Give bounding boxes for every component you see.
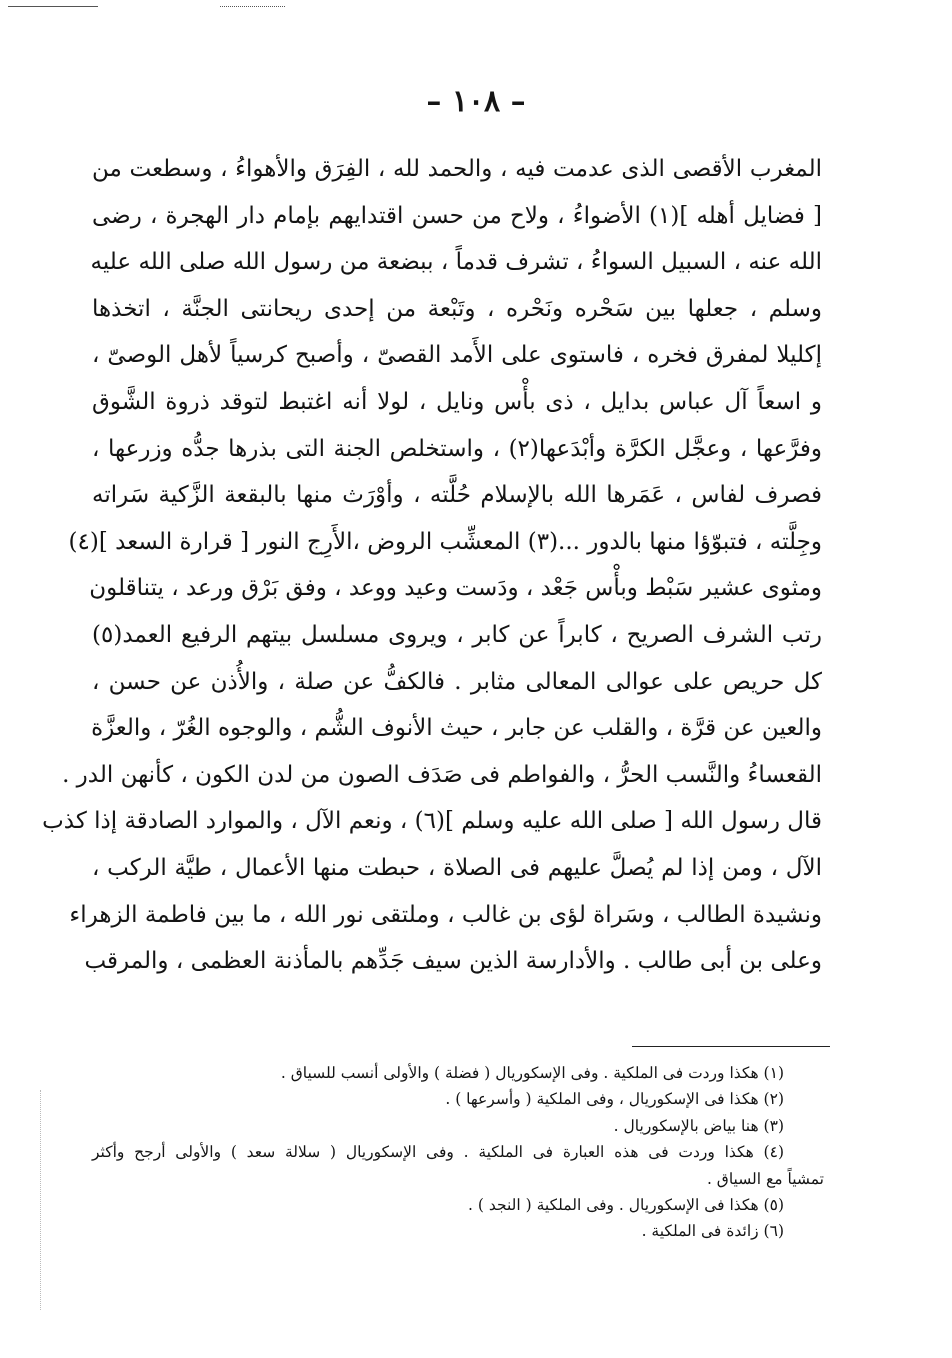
page-number: – ١٠٨ – (426, 84, 526, 119)
scan-margin-artifact (40, 1090, 42, 1310)
text-line: والعين عن قرَّة ، والقلب عن جابر ، حيث الأنوف الشُّم ، والوجوه الغُرّ ، والعزَّة (91, 715, 822, 742)
text-line: ونشيدة الطالب ، وسَراة لؤى بن غالب ، وملتقى نور الله ، ما بين فاطمة الزهراء (69, 901, 822, 928)
text-line: القعساءُ والنَّسب الحرُّ ، والفواطم فى صَدَف الصون من لدن الكون ، كأنهن الدر . (62, 761, 822, 788)
scan-edge-mark (220, 6, 285, 7)
text-line: إكليلا لمفرق فخره ، فاستوى على الأَمد القصىّ ، وأصبح كرسياً لأهل الوصىّ ، (92, 342, 822, 369)
footnotes-block (92, 1060, 824, 1245)
text-line: وجِلَّته ، فتبوّؤا منها بالدور ...(٣) المعشِّب الروض ،الأَرِج النور [ قرارة السعد ](٤) (68, 528, 822, 555)
footnote: (٣) هنا بياض بالإسكوريال . (613, 1116, 784, 1135)
text-line: رتب الشرف الصريح ، كابراً عن كابر ، ويروى مسلسل بيتهم الرفيع العمد(٥) (92, 621, 822, 648)
text-line: و اسعاً آل عباس بدايل ، ذى بأْس ونايل ، لولا أنه اغتبط لتوقد ذروة الشَّوق (92, 388, 822, 415)
footnote-divider (632, 1046, 830, 1047)
scan-edge-mark (8, 6, 98, 7)
main-text-block (42, 146, 822, 985)
footnote: (١) هكذا وردت فى الملكية . وفى الإسكوريال ( فضلة ) والأولى أنسب للسياق . (280, 1064, 784, 1082)
footnote: (٦) زائدة فى الملكية . (641, 1222, 784, 1241)
footnote: (٢) هكذا فى الإسكوريال ، وفى الملكية ( وأسرعها ) . (445, 1090, 784, 1109)
text-line: [ فضايل أهله ](١) الأضواءُ ، ولاح من حسن اقتدايهم بإمام دار الهجرة ، رضى (92, 202, 822, 229)
text-line: قال رسول الله [ صلى الله عليه وسلم ](٦) ، ونعم الآل ، والموارد الصادقة إذا كذب (42, 808, 822, 835)
text-line: وعلى بن أبى طالب . والأدارسة الذين سيف جَدِّهم بالمأذنة العظمى ، والمرقب (84, 948, 822, 975)
footnote: (٥) هكذا فى الإسكوريال . وفى الملكية ( النجد ) . (468, 1196, 784, 1215)
footnote: (٤) هكذا وردت فى هذه العبارة فى الملكية . وفى الإسكوريال ( سلالة سعد ) والأولى أرجح وأكثر (92, 1143, 784, 1162)
text-line: وسلم ، جعلها بين سَحْره ونَحْره ، وتَبْعة من إحدى ريحانتى الجنَّة ، اتخذها (92, 295, 822, 322)
text-line: كل حريص على عوالى المعالى مثابر . فالكفُّ عن صلة ، والأُذن عن حسن ، (92, 668, 822, 695)
text-line: ومثوى عشير سَبْط وبأْس جَعْد ، ودَست وعيد ووعد ، وفق بَرْق ورعد ، يتناقلون (89, 575, 822, 602)
text-line: الآل ، ومن إذا لم يُصلَّ عليهم فى الصلاة ، حبطت منها الأعمال ، طيَّة الركب ، (92, 854, 822, 881)
text-line: الله عنه ، السبيل السواءُ ، تشرف قدماً ، ببضعة من رسول الله صلى الله عليه (90, 249, 822, 276)
footnote-continuation: تمشياً مع السياق . (706, 1169, 824, 1188)
text-line: المغرب الأقصى الذى عدمت فيه ، والحمد لله ، الفِرَق والأهواءُ ، وسطعت من (92, 156, 822, 182)
text-line: فصرف لفاس ، عَمَرها الله بالإسلام حُلَّته ، وأوْرَث منها بالبقعة الزَّكية سَراته (92, 482, 822, 509)
text-line: وفرَّعها ، وعجَّل الكرَّة وأبْدَعها(٢) ، واستخلص الجنة التى بذرها جدُّه وزرعها ، (92, 435, 822, 462)
